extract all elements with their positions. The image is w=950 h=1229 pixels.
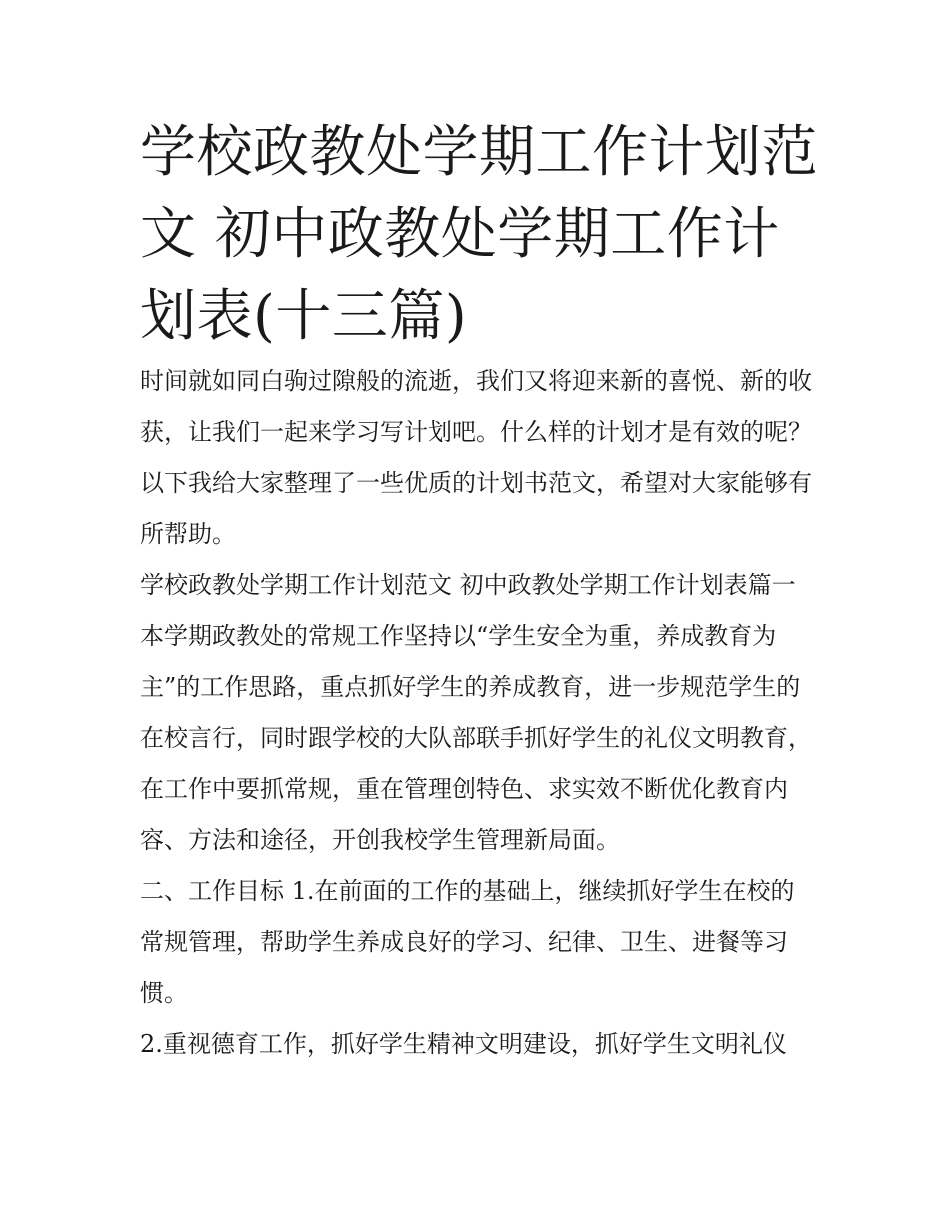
document-title: 学校政教处学期工作计划范文 初中政教处学期工作计划表(十三篇) <box>140 120 818 349</box>
intro-paragraph: 时间就如同白驹过隙般的流逝，我们又将迎来新的喜悦、新的收获，让我们一起来学习写计划吧。什么样的计划才是有效的呢？以下我给大家整理了一些优质的计划书范文，希望对大家能够有所帮助。 <box>140 367 812 548</box>
section-heading: 学校政教处学期工作计划范文 初中政教处学期工作计划表篇一 <box>140 571 796 599</box>
goal-paragraph-2: 2.重视德育工作，抓好学生精神文明建设，抓好学生文明礼仪 <box>140 1030 787 1058</box>
document-body <box>140 356 815 1070</box>
body-paragraph: 本学期政教处的常规工作坚持以“学生安全为重，养成教育为主”的工作思路，重点抓好学生的养成教育，进一步规范学生的在校言行，同时跟学校的大队部联手抓好学生的礼仪文明教育，在工作中要抓常规，重在管理创特色、求实效不断优化教育内容、方法和途径，开创我校学生管理新局面。 <box>140 622 812 854</box>
goal-paragraph-1: 二、工作目标 1.在前面的工作的基础上，继续抓好学生在校的常规管理，帮助学生养成良好的学习、纪律、卫生、进餐等习惯。 <box>140 877 795 1007</box>
